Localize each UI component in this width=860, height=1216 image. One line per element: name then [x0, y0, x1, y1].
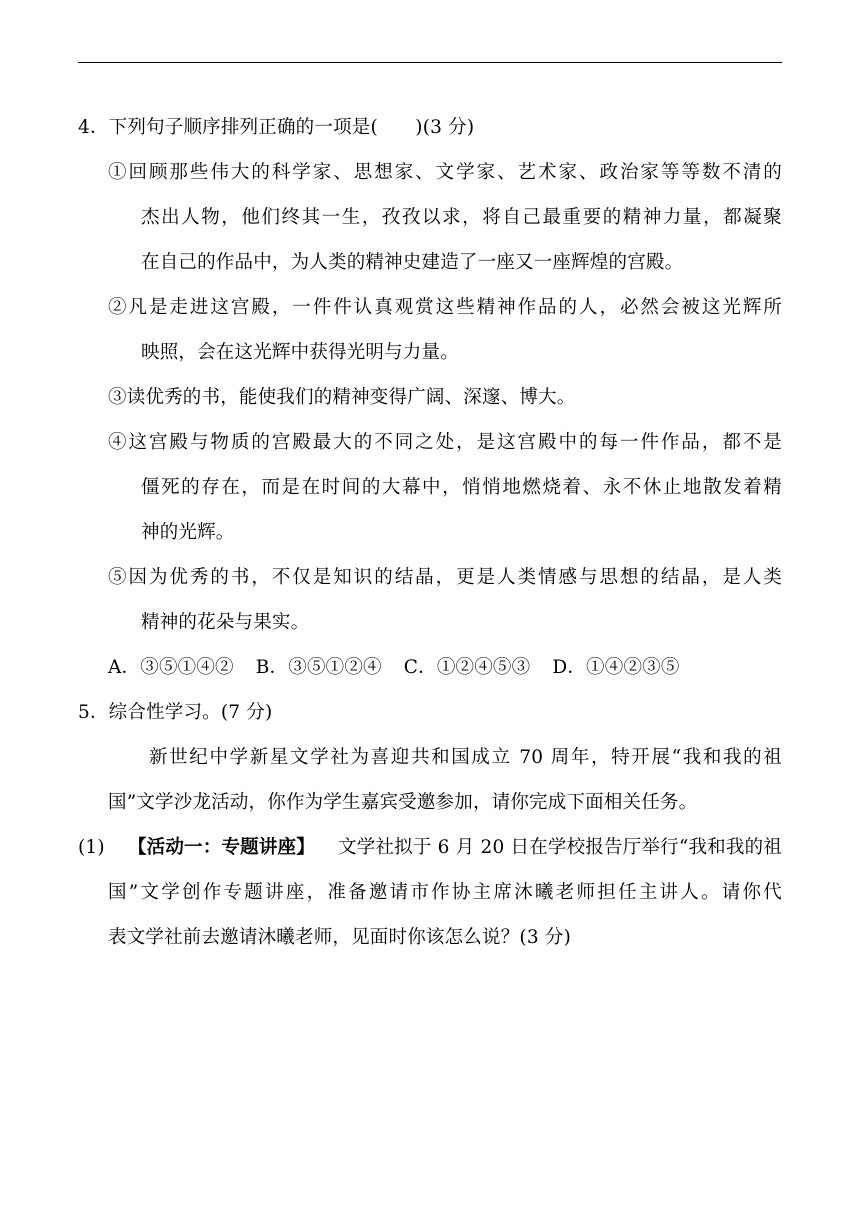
q4-sentence-2-line-1: ②凡是走进这宫殿，一件件认真观赏这些精神作品的人，必然会被这光辉所: [108, 297, 782, 318]
q4-options: [108, 656, 680, 680]
q4-option-c: C．①②④⑤③: [403, 657, 531, 678]
q5-sub1-number: (1): [78, 837, 105, 858]
q5-stem: 5．综合性学习。(7 分): [78, 702, 273, 723]
q4-option-b: B．③⑤①②④: [255, 657, 382, 678]
q4-sentence-1-line-3: 在自己的作品中，为人类的精神史建造了一座又一座辉煌的宫殿。: [141, 252, 684, 273]
q4-stem: 4．下列句子顺序排列正确的一项是( )(3 分): [78, 117, 475, 138]
q4-sentence-5-line-1: ⑤因为优秀的书，不仅是知识的结晶，更是人类情感与思想的结晶，是人类: [108, 567, 782, 588]
q5-sub1-activity-title: 【活动一：专题讲座】: [127, 837, 315, 858]
q5-intro-line-2: 国”文学沙龙活动，你作为学生嘉宾受邀参加，请你完成下面相关任务。: [108, 792, 698, 813]
q5-intro-line-1: 新世纪中学新星文学社为喜迎共和国成立 70 周年，特开展“我和我的祖: [149, 747, 782, 768]
q4-sentence-4-line-2: 僵死的存在，而是在时间的大幕中，悄悄地燃烧着、永不休止地散发着精: [141, 477, 782, 498]
q4-sentence-2-line-2: 映照，会在这光辉中获得光明与力量。: [141, 342, 459, 363]
q5-sub1-text-1: 文学社拟于 6 月 20 日在学校报告厅举行“我和我的祖: [338, 837, 782, 858]
header-rule: [78, 62, 782, 63]
q4-option-d: D．①④②③⑤: [552, 657, 680, 678]
q4-sentence-4-line-1: ④这宫殿与物质的宫殿最大的不同之处，是这宫殿中的每一件作品，都不是: [108, 432, 782, 453]
q4-sentence-1-line-1: ①回顾那些伟大的科学家、思想家、文学家、艺术家、政治家等等数不清的: [108, 162, 782, 183]
q5-sub1-line-1: [78, 836, 782, 860]
q5-sub1-text-3: 表文学社前去邀请沐曦老师，见面时你该怎么说？(3 分): [108, 927, 571, 948]
q4-option-a: A．③⑤①④②: [108, 657, 234, 678]
q4-sentence-5-line-2: 精神的花朵与果实。: [141, 612, 310, 633]
q4-sentence-3-line-1: ③读优秀的书，能使我们的精神变得广阔、深邃、博大。: [108, 387, 576, 408]
q4-sentence-1-line-2: 杰出人物，他们终其一生，孜孜以求，将自己最重要的精神力量，都凝聚: [141, 207, 782, 228]
q4-sentence-4-line-3: 神的光辉。: [141, 522, 235, 543]
q5-sub1-text-2: 国”文学创作专题讲座，准备邀请市作协主席沐曦老师担任主讲人。请你代: [108, 882, 782, 903]
